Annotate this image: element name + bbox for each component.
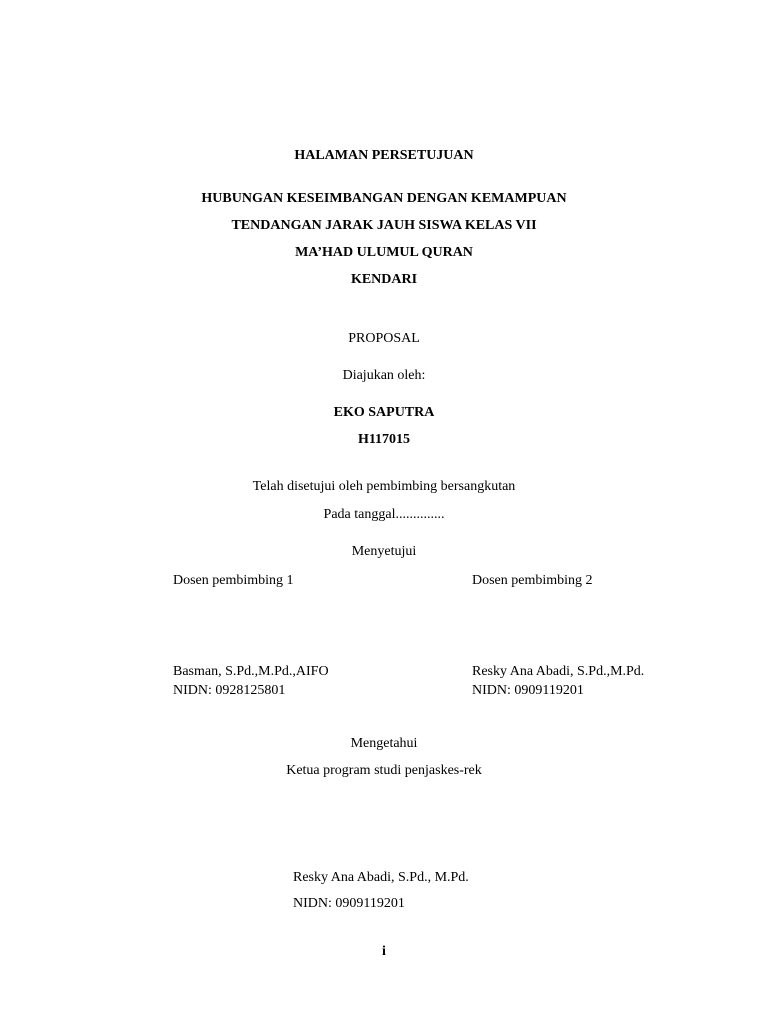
- title-line-2: TENDANGAN JARAK JAUH SISWA KELAS VII: [231, 218, 537, 233]
- supervisor-1-name: Basman, S.Pd.,M.Pd.,AIFO: [173, 664, 329, 679]
- title-line-4: KENDARI: [350, 272, 418, 287]
- thesis-title: [0, 190, 768, 298]
- title-line-1: HUBUNGAN KESEIMBANGAN DENGAN KEMAMPUAN: [201, 191, 567, 206]
- approval-date-line: Pada tanggal..............: [323, 507, 445, 522]
- author-id: H117015: [357, 432, 411, 447]
- title-line-3: MA’HAD ULUMUL QURAN: [295, 245, 473, 260]
- submitted-by-label: Diajukan oleh:: [342, 368, 426, 383]
- supervisor-1-nidn: NIDN: 0928125801: [173, 683, 286, 698]
- supervisor-2-name: Resky Ana Abadi, S.Pd.,M.Pd.: [472, 664, 645, 679]
- page-heading: HALAMAN PERSETUJUAN: [294, 148, 474, 163]
- approve-label: Menyetujui: [351, 544, 417, 559]
- head-of-program-nidn: NIDN: 0909119201: [293, 896, 405, 911]
- head-of-program-name: Resky Ana Abadi, S.Pd., M.Pd.: [293, 870, 469, 885]
- acknowledge-label: Mengetahui: [350, 736, 418, 751]
- supervisor-1-role: Dosen pembimbing 1: [173, 573, 294, 588]
- head-of-program-role: Ketua program studi penjaskes-rek: [286, 763, 482, 778]
- document-type: PROPOSAL: [348, 331, 420, 346]
- author-name: EKO SAPUTRA: [333, 405, 435, 420]
- supervisor-2-role: Dosen pembimbing 2: [472, 573, 593, 588]
- supervisor-2-nidn: NIDN: 0909119201: [472, 683, 584, 698]
- page-number: i: [382, 944, 386, 959]
- approval-statement: Telah disetujui oleh pembimbing bersangkutan: [252, 479, 516, 494]
